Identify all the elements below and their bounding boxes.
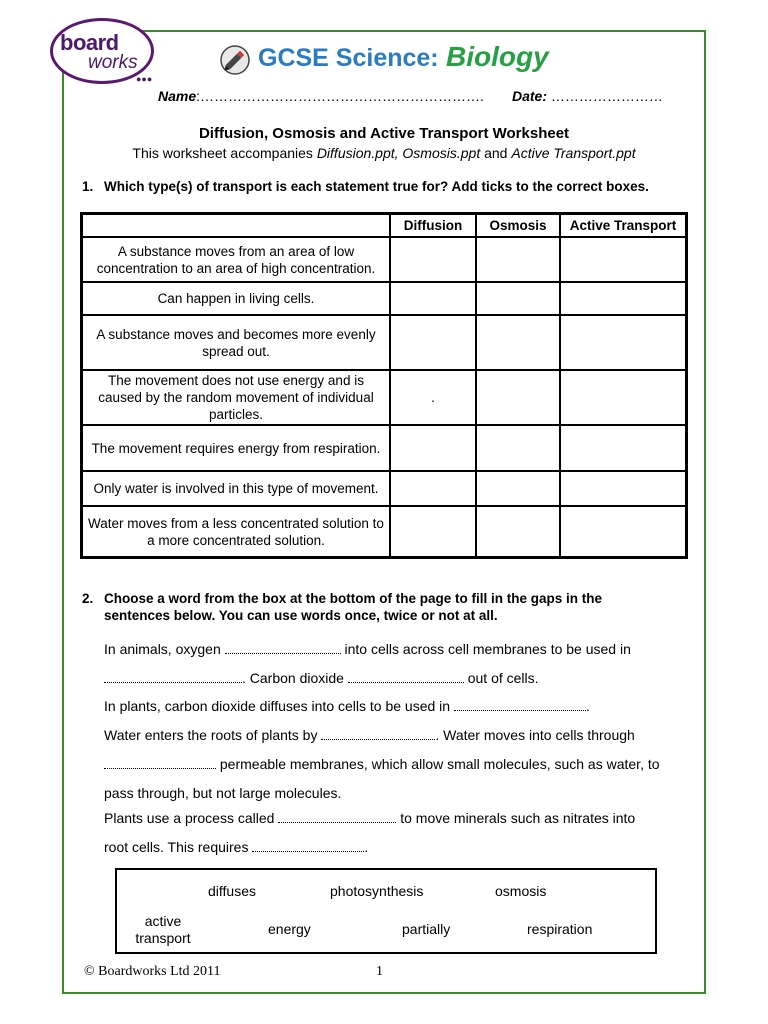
subtitle-prefix: This worksheet accompanies [132,145,317,161]
word-option-line-2: transport [135,930,191,946]
question-number: 1. [82,179,94,194]
sentence-text: . [585,698,590,714]
statement-cell: Only water is involved in this type of movement. [82,471,390,506]
statement-cell: Can happen in living cells. [82,282,390,315]
sentence-line [104,810,635,826]
word-option: energy [268,921,311,937]
subtitle-files-1: Diffusion.ppt, Osmosis.ppt [316,145,481,161]
table-row [82,471,686,506]
subject-title: Biology [446,41,549,72]
question-text-line-1: Choose a word from the box at the bottom of the page to fill in the gaps in the [104,591,603,606]
tick-box-active-transport[interactable] [560,370,686,425]
date-field [512,88,663,104]
sentence-text: to move minerals such as nitrates into [396,810,636,826]
gap-blank[interactable] [252,841,364,852]
gap-blank[interactable] [225,643,341,654]
table-row [82,425,686,471]
date-dots: …………………… [550,88,663,104]
sentence-line [104,756,660,772]
tick-box-diffusion[interactable] [390,237,476,282]
sentence-text: Water enters the roots of plants by [104,727,322,743]
name-dots: :……………………………………………………. [196,88,484,104]
tick-box-osmosis[interactable] [476,506,560,557]
word-option-line-1: active [144,913,182,929]
sentence-text: In plants, carbon dioxide diffuses into cells to be used in [104,698,454,714]
sentence-text: . Carbon dioxide [242,670,348,686]
question-1 [82,179,649,194]
tick-box-active-transport[interactable] [560,237,686,282]
tick-box-diffusion[interactable] [390,425,476,471]
tick-box-diffusion[interactable]: . [390,370,476,425]
logo-board-text: board [60,30,119,55]
tick-box-active-transport[interactable] [560,471,686,506]
tick-box-diffusion[interactable] [390,471,476,506]
word-option: partially [402,921,451,937]
statement-cell: A substance moves from an area of low concentration to an area of high concentration. [82,237,390,282]
tick-box-active-transport[interactable] [560,506,686,557]
sentence-text: into cells across cell membranes to be used in [340,641,631,657]
word-option: osmosis [495,883,547,899]
worksheet-title: Diffusion, Osmosis and Active Transport Worksheet [198,125,570,142]
boardworks-logo [50,18,158,88]
gap-blank[interactable] [278,812,396,823]
tick-box-diffusion[interactable] [390,506,476,557]
gap-blank[interactable] [321,729,435,740]
corner-cell [82,214,390,237]
tick-box-osmosis[interactable] [476,282,560,315]
tick-box-active-transport[interactable] [560,315,686,370]
tick-box-diffusion[interactable] [390,315,476,370]
column-header: Active Transport [560,214,686,237]
page-number: 1 [376,964,383,979]
sentence-text: Plants use a process called [104,810,279,826]
subtitle-files-2: Active Transport.ppt [511,145,636,161]
tick-box-osmosis[interactable] [476,315,560,370]
word-box [115,868,657,954]
word-option: diffuses [208,883,256,899]
table-row [82,315,686,370]
sentence-line [104,727,635,743]
table-row [82,506,686,557]
worksheet-subtitle [0,145,768,161]
table-row [82,237,686,282]
statement-cell: The movement requires energy from respiration. [82,425,390,471]
gap-blank[interactable] [348,672,464,683]
word-option [133,913,193,947]
tick-box-active-transport[interactable] [560,425,686,471]
sentence-line [104,641,631,657]
logo-works-text: works [88,52,138,73]
gap-blank[interactable] [104,758,216,769]
column-header: Diffusion [390,214,476,237]
sentence-line [104,839,368,855]
subtitle-and: and [480,145,512,161]
course-title: GCSE Science: [258,44,439,72]
word-option: photosynthesis [330,883,424,899]
statement-cell: Water moves from a less concentrated solution to a more concentrated solution. [82,506,390,557]
statement-cell: A substance moves and becomes more evenly spread out. [82,315,390,370]
sentence-text: permeable membranes, which allow small molecules, such as water, to [216,756,660,772]
tick-box-osmosis[interactable] [476,425,560,471]
gap-blank[interactable] [454,700,586,711]
pencil-icon [219,44,251,76]
gap-blank[interactable] [104,672,242,683]
sentence-line [104,670,539,686]
question-number: 2. [82,591,94,606]
question-2 [82,590,602,624]
copyright-text: © Boardworks Ltd 2011 [84,964,221,979]
word-option: respiration [527,921,593,937]
question-text-line-2: sentences below. You can use words once, twice or not at all. [104,608,498,623]
date-label: Date: [512,88,548,104]
sentence-text: . [364,839,369,855]
table-row [82,370,686,425]
logo-dots: ●●● [136,74,153,84]
name-field [158,88,484,104]
statement-cell: The movement does not use energy and is caused by the random movement of individual particles. [82,370,390,425]
table-row [82,282,686,315]
sentence-text: root cells. This requires [104,839,253,855]
sentence-text: In animals, oxygen [104,641,225,657]
name-label: Name [158,88,197,104]
column-header: Osmosis [476,214,560,237]
sentence-text: out of cells. [463,670,539,686]
tick-box-active-transport[interactable] [560,282,686,315]
table-header-row [82,214,686,237]
sentence-line [104,698,590,714]
tick-box-diffusion[interactable] [390,282,476,315]
transport-table [80,212,688,559]
tick-box-osmosis[interactable] [476,370,560,425]
tick-box-osmosis[interactable] [476,471,560,506]
tick-box-osmosis[interactable] [476,237,560,282]
sentence-text: . Water moves into cells through [435,727,635,743]
question-text: Which type(s) of transport is each statement true for? Add ticks to the correct boxes. [104,179,649,194]
sentence-line: pass through, but not large molecules. [104,785,342,801]
